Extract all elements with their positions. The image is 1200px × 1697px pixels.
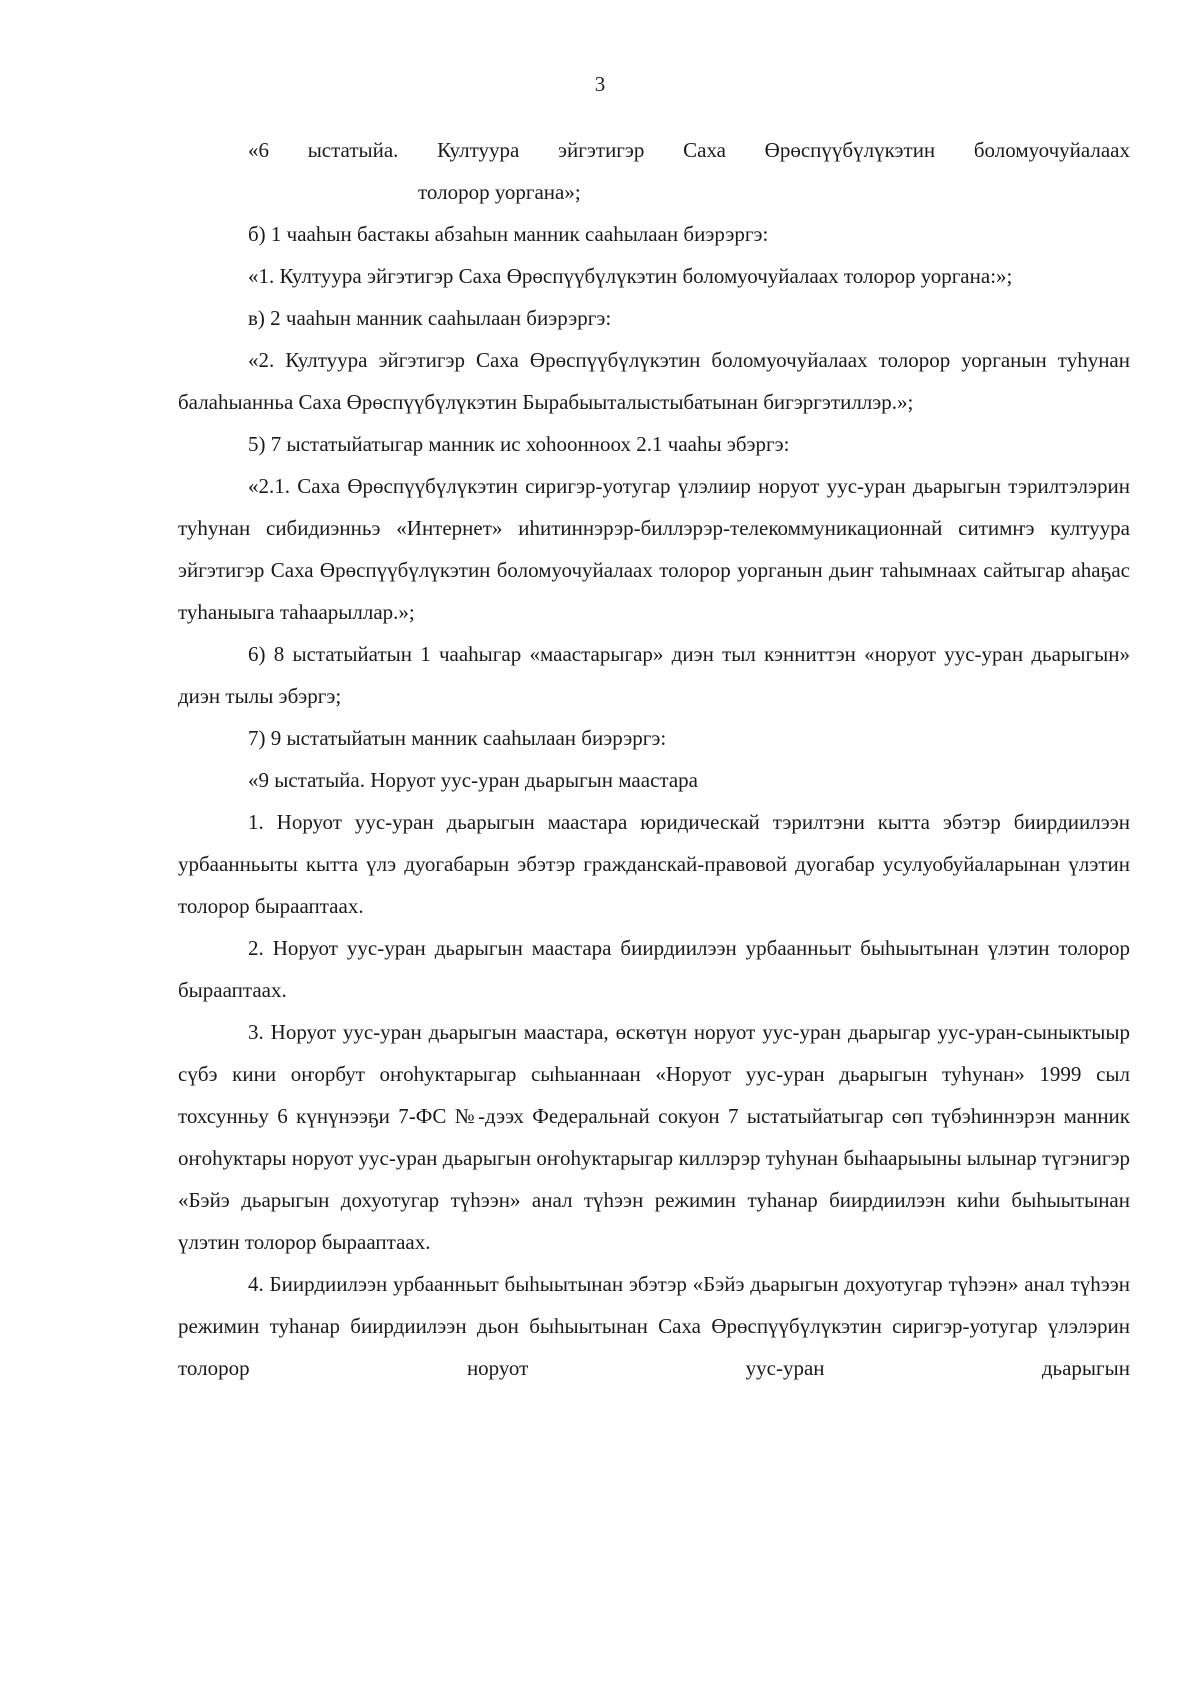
paragraph-article-9-part-1: 1. Норуот уус-уран дьарыгын маастара юридическай тэрилтэни кытта эбэтэр биирдиилээн урбаанньыты кытта үлэ дуогабарын эбэтэр гражданскай-правовой дуогабар усулуобуйаларынан үлэтин толорор бырааптаах. bbox=[178, 810, 1130, 918]
paragraph-article-9-title: «9 ыстатыйа. Норуот уус-уран дьарыгын маастара bbox=[248, 768, 698, 792]
paragraph-article-6-title-end: толорор уоргана»; bbox=[418, 180, 581, 204]
paragraph-article-9-part-3: 3. Норуот уус-уран дьарыгын маастара, өскөтүн норуот уус-уран дьарыгар уус-уран-сыныктыыр сүбэ кини оҥорбут оҥоһуктарыгар сыһыаннаан «Норуот уус-уран дьарыгын туһунан» 1999 сыл тохсунньу 6 күнүнээҕи 7-ФС №-дээх Федеральнай сокуон 7 ыстатыйатыгар сөп түбэһиннэрэн манник оҥоһуктары норуот уус-уран дьарыгын оҥоһуктарыгар киллэрэр туһунан быһаарыыны ылынар түгэнигэр «Бэйэ дьарыгын дохуотугар түһээн» анал түһээн режимин туһанар биирдиилээн киһи быһыытынан үлэтин толорор бырааптаах. bbox=[178, 1020, 1130, 1254]
paragraph-article-6-title: «6 ыстатыйа. Култуура эйгэтигэр Саха Өрөспүүбүлүкэтин боломуочуйалаах bbox=[248, 138, 1130, 162]
paragraph-item-6: 6) 8 ыстатыйатын 1 чааһыгар «маастарыгар» диэн тыл кэнниттэн «норуот уус-уран дьарыгын» диэн тылы эбэргэ; bbox=[178, 642, 1130, 708]
paragraph-part-2-1: «2.1. Саха Өрөспүүбүлүкэтин сиригэр-уотугар үлэлиир норуот уус-уран дьарыгын тэрилтэлэрин туһунан сибидиэнньэ «Интернет» иһитиннэрэр-биллэрэр-телекоммуникационнай ситимҥэ култуура эйгэтигэр Саха Өрөспүүбүлүкэтин боломуочуйалаах толорор уорганын дьиҥ таһымнаах сайтыгар аһаҕас туһаныыга таһаарыллар.»; bbox=[178, 474, 1130, 624]
paragraph-part-1: «1. Култуура эйгэтигэр Саха Өрөспүүбүлүкэтин боломуочуйалаах толорор уоргана:»; bbox=[248, 264, 1013, 288]
page-number: 3 bbox=[594, 72, 606, 96]
paragraph-part-2: «2. Култуура эйгэтигэр Саха Өрөспүүбүлүкэтин боломуочуйалаах толорор уорганын туһунан балаһыанньа Саха Өрөспүүбүлүкэтин Бырабыыталыстыбатынан бигэргэтиллэр.»; bbox=[178, 348, 1130, 414]
paragraph-item-b: б) 1 чааһын бастакы абзаһын манник сааһылаан биэрэргэ: bbox=[248, 222, 769, 246]
paragraph-item-7: 7) 9 ыстатыйатын манник сааһылаан биэрэргэ: bbox=[248, 726, 667, 750]
paragraph-article-9-part-2: 2. Норуот уус-уран дьарыгын маастара биирдиилээн урбаанньыт быһыытынан үлэтин толорор бырааптаах. bbox=[178, 936, 1130, 1002]
document-body bbox=[178, 129, 1130, 1389]
paragraph-item-5: 5) 7 ыстатыйатыгар манник ис хоһоонноох 2.1 чааһы эбэргэ: bbox=[248, 432, 790, 456]
paragraph-article-9-part-4: 4. Биирдиилээн урбаанньыт быһыытынан эбэтэр «Бэйэ дьарыгын дохуотугар түһээн» анал түһээн режимин туһанар биирдиилээн дьон быһыытынан Саха Өрөспүүбүлүкэтин сиригэр-уотугар үлэлэрин толорор норуот уус-уран дьарыгын bbox=[178, 1272, 1130, 1380]
paragraph-item-v: в) 2 чааһын манник сааһылаан биэрэргэ: bbox=[248, 306, 612, 330]
